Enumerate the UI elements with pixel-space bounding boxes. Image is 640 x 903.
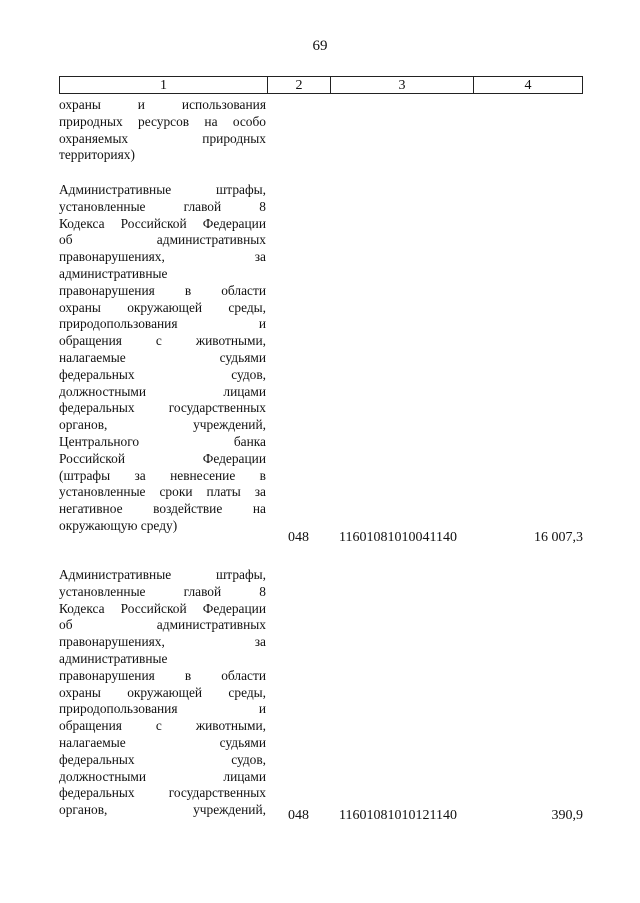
text-line: обращения с животными, xyxy=(59,333,266,349)
text-line: налагаемые судьями xyxy=(59,349,266,365)
text-line: негативное воздействие на xyxy=(59,501,266,517)
text-line: окружающую среду) xyxy=(59,517,178,533)
text-line: Кодекса Российской Федерации xyxy=(59,600,266,616)
text-line: правонарушениях, за xyxy=(59,249,266,265)
text-line: об административных xyxy=(59,232,266,248)
text-line: об административных xyxy=(59,617,266,633)
text-line: органов, учреждений, xyxy=(59,802,266,818)
text-line: административные xyxy=(59,650,168,666)
header-col-4: 4 xyxy=(524,78,532,93)
text-line: Административные штрафы, xyxy=(59,182,266,197)
text-line: федеральных государственных xyxy=(59,400,266,416)
row-1-kbk: 11601081010041140 xyxy=(339,530,457,545)
text-line: охраны окружающей среды, xyxy=(59,299,266,315)
text-line: административные xyxy=(59,265,168,281)
text-line: федеральных судов, xyxy=(59,751,266,767)
text-line: охраняемых природных xyxy=(59,130,266,146)
table-header xyxy=(59,76,583,94)
text-line: федеральных государственных xyxy=(59,785,266,801)
text-line: (штрафы за невнесение в xyxy=(59,467,266,483)
text-line: органов, учреждений, xyxy=(59,417,266,433)
row-2-admin-code: 048 xyxy=(288,808,309,823)
text-line: установленные главой 8 xyxy=(59,583,266,599)
text-line: природных ресурсов на особо xyxy=(59,113,266,129)
row-2-amount: 390,9 xyxy=(551,808,583,823)
row-2-kbk: 11601081010121140 xyxy=(339,808,457,823)
text-line: правонарушения в области xyxy=(59,282,266,298)
row-1-amount: 16 007,3 xyxy=(534,530,583,545)
row-1-admin-code: 048 xyxy=(288,530,309,545)
text-line: установленные сроки платы за xyxy=(59,484,266,500)
text-line: охраны окружающей среды, xyxy=(59,684,266,700)
text-line: природопользования и xyxy=(59,316,266,332)
text-line: установленные главой 8 xyxy=(59,198,266,214)
text-line: правонарушения в области xyxy=(59,667,266,683)
text-line: Центрального банка xyxy=(59,433,266,449)
text-line: федеральных судов, xyxy=(59,366,266,382)
page-number: 69 xyxy=(312,38,328,54)
text-line: должностными лицами xyxy=(59,383,266,399)
text-line: Административные штрафы, xyxy=(59,567,266,582)
row-2-description xyxy=(59,567,266,819)
header-col-2: 2 xyxy=(268,77,331,93)
text-line: правонарушениях, за xyxy=(59,634,266,650)
text-line: налагаемые судьями xyxy=(59,734,266,750)
header-col-1: 1 xyxy=(60,77,268,93)
continuation-text xyxy=(59,97,266,164)
text-line: охраны и использования xyxy=(59,97,266,112)
header-col-3: 3 xyxy=(331,77,474,93)
text-line: природопользования и xyxy=(59,701,266,717)
text-line: Кодекса Российской Федерации xyxy=(59,215,266,231)
text-line: обращения с животными, xyxy=(59,718,266,734)
text-line: территориях) xyxy=(59,147,135,163)
text-line: должностными лицами xyxy=(59,768,266,784)
row-1-description xyxy=(59,182,266,535)
text-line: Российской Федерации xyxy=(59,450,266,466)
